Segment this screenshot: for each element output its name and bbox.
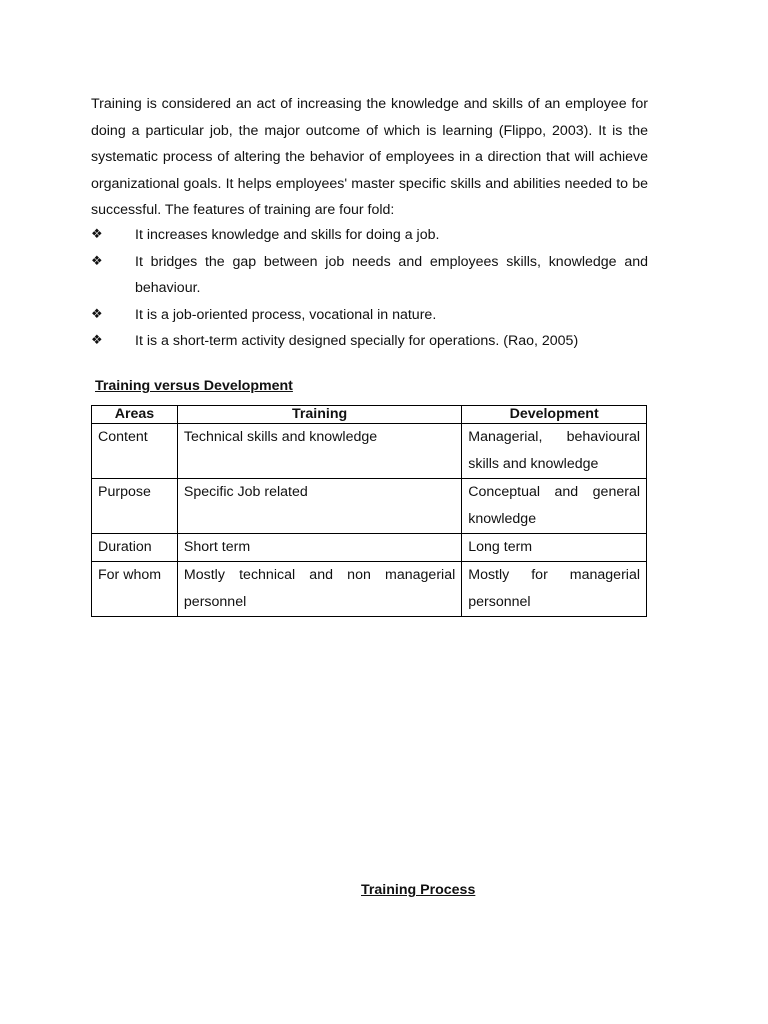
column-header-areas: Areas — [92, 406, 178, 424]
list-item-text: It bridges the gap between job needs and employees skills, knowledge and behaviour. — [135, 253, 648, 296]
table-row — [92, 534, 647, 562]
table-row — [92, 479, 647, 534]
diamond-bullet-icon: ❖ — [91, 253, 103, 269]
table-cell: Long term — [462, 534, 647, 562]
list-item — [91, 249, 648, 302]
table-cell: Managerial, behavioural skills and knowledge — [462, 424, 647, 479]
table-cell: Conceptual and general knowledge — [462, 479, 647, 534]
comparison-table — [91, 405, 647, 617]
features-list — [91, 222, 648, 355]
intro-paragraph: Training is considered an act of increasing the knowledge and skills of an employee for doing a particular job, the major outcome of which is learning (Flippo, 2003). It is the systematic process of altering the behavior of employees in a direction that will achieve organizational goals. It helps employees' master specific skills and abilities needed to be successful. The features of training are four fold: — [91, 96, 648, 218]
table-row — [92, 562, 647, 617]
table-cell: For whom — [92, 562, 178, 617]
list-item-text: It increases knowledge and skills for doing a job. — [135, 227, 440, 243]
table-heading: Training versus Development — [95, 378, 293, 394]
list-item-text: It is a short-term activity designed specially for operations. (Rao, 2005) — [135, 333, 579, 349]
diamond-bullet-icon: ❖ — [91, 333, 103, 348]
table-cell: Specific Job related — [177, 479, 461, 534]
table-cell: Content — [92, 424, 178, 479]
table-cell: Technical skills and knowledge — [177, 424, 461, 479]
diamond-bullet-icon: ❖ — [91, 227, 103, 242]
list-item — [91, 302, 648, 329]
section-heading: Training Process — [361, 882, 476, 898]
table-cell: Short term — [177, 534, 461, 562]
table-cell: Purpose — [92, 479, 178, 534]
table-cell: Mostly for managerial personnel — [462, 562, 647, 617]
list-item-text: It is a job-oriented process, vocational in nature. — [135, 306, 437, 323]
table-cell: Mostly technical and non managerial personnel — [177, 562, 461, 617]
column-header-development: Development — [462, 406, 647, 424]
table-row — [92, 424, 647, 479]
list-item — [91, 328, 648, 355]
list-item — [91, 222, 648, 249]
diamond-bullet-icon: ❖ — [91, 306, 103, 322]
table-header-row — [92, 406, 647, 424]
column-header-training: Training — [177, 406, 461, 424]
table-cell: Duration — [92, 534, 178, 562]
